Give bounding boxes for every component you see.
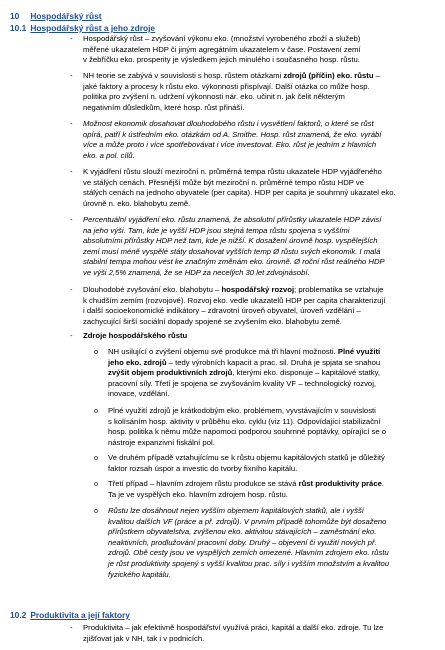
text-line: na jeho výši. Tam, kde je vyšší HDP jsou stejná tempa růstu spojena s vyššími [83, 225, 350, 235]
text-line: politika pro zvýšení n. udržení výkonnosti nár. eko. učinit n. jak čelit některým [83, 92, 345, 102]
bold-term: jeho eko. zdrojů [108, 357, 167, 367]
dash-marker: - [70, 167, 73, 176]
chapter-number: 10 [10, 11, 20, 21]
bullet-growth-quality [108, 506, 433, 580]
chapter-title: Hospodářský růst [30, 11, 102, 21]
text-line: kvalitou dalších VF (práce a př. zdrojů). V prvním případě tohomůže být dosaženo [108, 516, 387, 526]
text-line: Možnost ekonomik dosahovat dlouhodobého růstu i vysvětlení faktorů, o které se růst [83, 119, 374, 128]
text-line: přírůstkem obyvatelstva, zvýšenou eko. aktivitou stávajících – zaměstnání eko. [108, 527, 377, 537]
text-run: – tedy výrobních kapacit a prac. sil. Druhá je spjata se snahou [166, 357, 381, 367]
text-line: stabilní tempa mohou vést ke značným změnám eko. úrovně. Ø roční růst reálného HDP [83, 257, 385, 267]
section-number: 10.2 [10, 610, 27, 620]
text-line: opírá, patří k ústředním eko. otázkám od A. Smithe. Hosp. růst znamená, že eko. vyrábí [83, 129, 382, 139]
text-line: eko. a pol. cílů. [83, 150, 135, 160]
text-line [108, 368, 433, 379]
bullet-full-utilization [108, 406, 433, 448]
text-line: je růst produktivity spojený s vyšší kvalitou prac. síly i vyšším množstvím a kvalitou [108, 558, 390, 568]
paragraph-nh-theory [83, 71, 433, 113]
paragraph-percentage-growth [83, 215, 433, 279]
bold-term: zdrojů (příčin) eko. růstu [283, 71, 374, 80]
bullet-marker: o [94, 479, 98, 488]
text-line: faktor rozsah úspor a investic do tvorby fixního kapitálu. [108, 463, 298, 473]
text-line: i další socioekonomické indikátory – zdravotní úroveň obyvatel, úroveň vzdělání – [83, 306, 361, 316]
bullet-marker: o [94, 453, 98, 462]
text-line: pracovní síly. Třetí je spojena se zvyšováním kvality VF – technologický rozvoj, [108, 378, 377, 388]
text-line: zemí musí méně vyspělé státy dosahovat vyšších temp Ø růstu svých ekonomik. I malá [83, 246, 381, 256]
text-line: Ta je ve vyspělých eko. hlavním zdrojem hosp. růstu. [108, 489, 288, 499]
bold-term: hospodářský rozvoj [221, 285, 295, 294]
text-line: Plné využití zdrojů je krátkodobým eko. problémem, vyvstávajícím v souvislosti [108, 406, 376, 415]
text-line: v žebříčku eko. prosperity je výsledkem jejich minulého i současného hosp. růstu. [83, 55, 360, 65]
text-line: měřené ukazatelem HDP či jiným agregátním ukazatelem v čase. Postavení zemí [83, 44, 361, 54]
subheading-text: Zdroje hospodářského růstu [83, 331, 188, 340]
bold-term: zvýšit objem produktivních zdrojů [108, 368, 233, 378]
dash-marker: - [70, 623, 73, 632]
text-run: Třetí případ – hlavním zdrojem růstu produkce se stává [108, 479, 299, 488]
bold-term: Plné využití [337, 347, 381, 356]
paragraph-economic-development [83, 285, 433, 327]
text-line: zjišťovat jak v NH, tak i v podnicích. [83, 633, 205, 643]
dash-marker: - [70, 119, 73, 128]
text-line: Hospodářský růst – zvyšování výkonu eko. (množství vyrobeného zboží a služeb) [83, 34, 361, 43]
text-run: Dlouhodobé zvyšování eko. blahobytu – [83, 285, 222, 294]
text-run: NH usilující o zvýšení objemu své produkce má tři hlavní možnosti. [108, 347, 338, 356]
text-line: Produktivita – jak efektivně hospodářství využívá práci, kapitál a další eko. zdroje. Tu lze [83, 623, 384, 632]
text-run: , kterými eko. disponuje – kapitálové statky, [232, 368, 380, 378]
text-line [83, 285, 433, 296]
dash-marker: - [70, 34, 73, 43]
chapter-heading [10, 11, 102, 21]
section-number: 10.1 [10, 23, 27, 33]
text-line: K vyjádření růstu slouží meziroční n. průměrná tempa růstu ukazatele HDP vyjádřeného [83, 167, 382, 176]
text-line [108, 479, 433, 490]
text-line: nástroje expanzivní fiskální pol. [108, 437, 215, 447]
section-title: Hospodářský růst a jeho zdroje [30, 23, 156, 33]
text-line: ve výši 2,5% znamená, že se HDP za necelých 30 let zdvojnásobí. [83, 267, 310, 277]
bullet-labor-productivity [108, 479, 433, 500]
section-heading-10-1 [10, 23, 155, 33]
bullet-marker: o [94, 347, 98, 356]
bullet-marker: o [94, 406, 98, 415]
bullet-capital-growth [108, 453, 433, 474]
paragraph-growth-possibility [83, 119, 433, 161]
bullet-marker: o [94, 506, 98, 515]
section-heading-10-2 [10, 610, 130, 620]
section-title: Produktivita a její faktory [30, 610, 130, 620]
paragraph-definition [83, 34, 433, 66]
text-line [83, 71, 433, 82]
text-line: absolutními přírůstky HDP než tam, kde je nižší. K dosažení úrovně hosp. vyspělejších [83, 236, 378, 246]
text-line: hosp. politika k němu může napomoci podporou souhrnné poptávky, opírající se o [108, 427, 387, 437]
bold-term: růst produktivity práce [298, 479, 382, 488]
text-line: Percentuální vyjádření eko. růstu znamená, že absolutní přírůstky ukazatele HDP závisí [83, 215, 382, 224]
text-run: . [381, 479, 385, 488]
text-line: Růstu lze dosáhnout nejen vyšším objemem kapitálových statků, ale i vyšší [108, 506, 364, 515]
paragraph-productivity [83, 623, 433, 644]
dash-marker: - [70, 331, 73, 340]
dash-marker: - [70, 285, 73, 294]
text-line: neaktivních, prodlužování pracovní doby. Druhý – objevení či využití nových př. [108, 537, 377, 547]
text-line: s kolísáním hosp. aktivity v průběhu eko. cyklu (viz 11). Odpovídající stabilizační [108, 416, 381, 426]
text-line: fyzického kapitálu. [108, 569, 171, 579]
text-line: Ve druhém případě vztahujícímu se k růstu objemu kapitálových statků je důležitý [108, 453, 385, 462]
text-line: více a může proto i více spotřebovávat i více investovat. Eko. růst je jedním z hlavních [83, 140, 377, 150]
text-line [108, 358, 433, 369]
text-line: k chudším zemím (rozvojové). Rozvoj eko. vedle ukazatelů HDP per capita charakterizují [83, 295, 386, 305]
text-line: zachycující širší sociální dopady spojené se zvyšením eko. blahobytu země. [83, 316, 342, 326]
text-run: – [373, 71, 380, 80]
text-line [108, 347, 433, 358]
text-line: negativním důsledkům, které hosp. růst přináší. [83, 102, 245, 112]
text-line: stálých cenách na jednoho obyvatele (per capita). HDP per capita je souhrnný ukazatel eko. [83, 188, 396, 198]
dash-marker: - [70, 215, 73, 224]
bullet-three-possibilities [108, 347, 433, 400]
text-line: jaké faktory a procesy k růstu eko. výkonnosti přispívají. Další otázka co může hosp. [83, 81, 370, 91]
text-line: ve stálých cenách. Přesnější může být meziroční n. průměrné tempo růstu HDP ve [83, 177, 364, 187]
paragraph-growth-rates [83, 167, 433, 209]
subheading-sources-of-growth [83, 331, 433, 342]
text-line: inovace, vzdělání. [108, 389, 170, 399]
text-line: úrovně n. eko. blahobytu země. [83, 198, 191, 208]
dash-marker: - [70, 71, 73, 80]
text-line: zdrojů. Obě cesty jsou ve vyspělých zemích omezené. Hlavním zdrojem eko. růstu [108, 548, 389, 558]
text-run: NH teorie se zabývá v souvislosti s hosp. růstem otázkami [83, 71, 284, 80]
text-run: ; problematika se vztahuje [294, 285, 384, 294]
